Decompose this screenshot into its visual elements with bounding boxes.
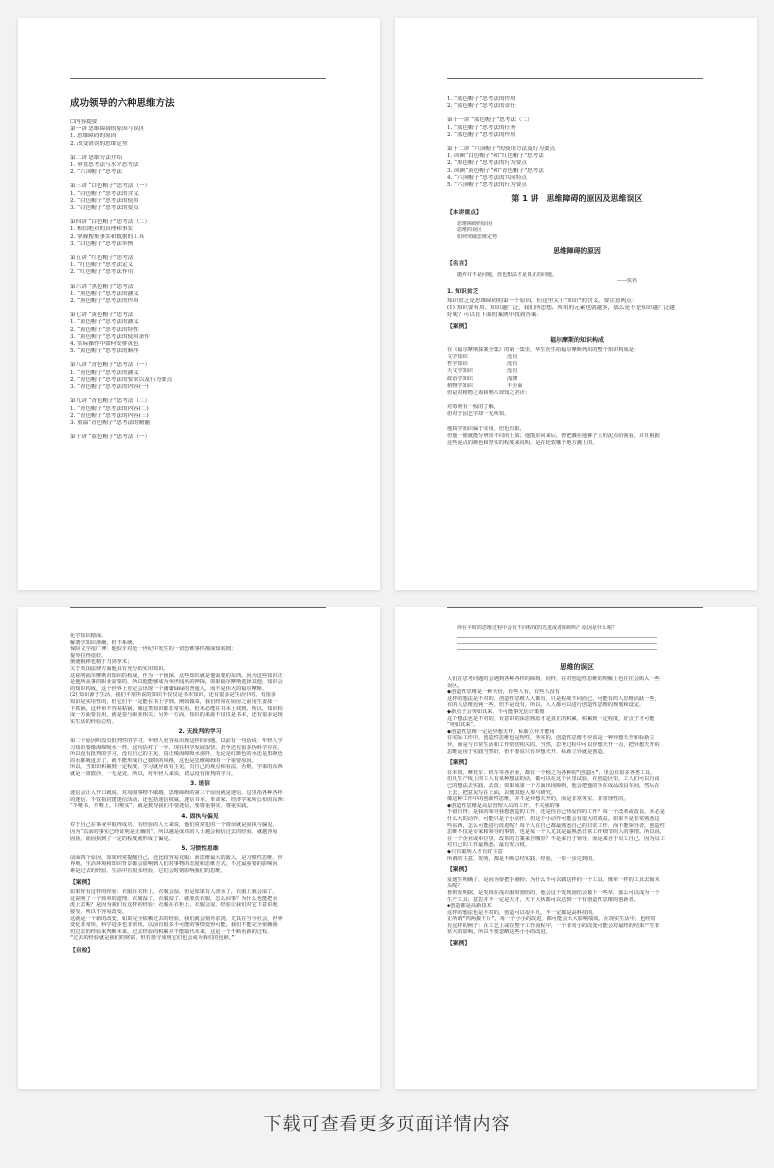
paragraph bbox=[447, 298, 707, 320]
paragraph-line: 就是一盘散沙，一无是处，所以，对年轻人来说，切忌没有批判的学习。 bbox=[70, 770, 237, 777]
toc-line: 2. “黑色帽子”思考法的行为要点 bbox=[447, 160, 527, 167]
paragraph bbox=[70, 673, 330, 726]
toc-line: 2. “蓝色帽子”思考法的责任 bbox=[447, 103, 516, 110]
page-2-content bbox=[447, 96, 707, 447]
paragraph-line: 这说明福尔摩斯对知识的构成，作为一个侦探，这些知识就是他需要的东西。因为这些知识正 bbox=[70, 672, 283, 679]
toc-line: 2. “黑色帽子”思考法的作用 bbox=[70, 298, 139, 305]
paragraph-line: 习知识要像海绵吸水一样，这句话对了一半，现在科学发展很快，甚至还有很多伪科学存在。 bbox=[70, 744, 283, 751]
case-line: “过去的经验就是我们的财富，但若墨守成规它们也会成为我们的包袱。” bbox=[70, 935, 235, 942]
case-line: 像这种工作中的创新性思维，并不是异想天开的，而是非常务实、非常理性的。 bbox=[447, 796, 629, 803]
case-lines bbox=[447, 770, 707, 803]
toc-line: 第三讲 “白色帽子”思考法（一） bbox=[70, 183, 151, 190]
toc-line: 第十讲 “蓝色帽子”思考法（一） bbox=[70, 434, 151, 441]
case-line: 但凡生产线上的工人有某种想法的话，都可以在这个区里试验，在创造区里，工人们可以自由 bbox=[447, 776, 660, 783]
toc-line bbox=[70, 176, 330, 183]
toc-line bbox=[447, 110, 707, 117]
paragraph-line: 好呢？可以在下面的案例中找到答案： bbox=[447, 312, 543, 319]
case-line: 如果你有这样的经验：衣服在衣柜上，衣服会湿，但是如果有人浇水了，衣服上就会湿了， bbox=[70, 889, 278, 896]
toc-line: 2. “青色帽子”思考法的内容(三) bbox=[70, 412, 149, 419]
toc-line: 第九讲 “青色帽子”思考法（二） bbox=[70, 398, 151, 405]
paragraph-line: 思维运用于实践当然好，但不要说只有异想天开、标新立异就是创造。 bbox=[447, 748, 608, 755]
paragraph-line: (1) 知识要有用。知识越广泛，我们所思想、所用的元素也就越多，那么是不是知识越广泛越 bbox=[447, 304, 675, 311]
toc-line bbox=[70, 391, 330, 398]
header-rule bbox=[70, 78, 326, 79]
case-lines bbox=[447, 877, 707, 936]
case-after: 但是对植物之毒和鸦片却知之甚详； bbox=[447, 389, 531, 396]
case-title: 福尔摩斯的知识构成 bbox=[549, 336, 604, 344]
toc-line: 1. 相信绝对的真理和事实 bbox=[70, 226, 134, 233]
answer-line bbox=[457, 649, 657, 650]
toc-line: 第六讲 “黑色帽子”思考法 bbox=[70, 283, 134, 290]
toc-line bbox=[447, 139, 707, 146]
toc-line: 2. “青色帽子”思考法的要求以及行为要点 bbox=[70, 376, 173, 383]
table-cell: 浅薄 bbox=[507, 375, 518, 382]
table-row bbox=[447, 383, 707, 390]
key-point: 思维的误区 bbox=[457, 227, 483, 234]
paragraph-line: 有的人思维迟钝一些，但不是没有。所以，人人都可以进行创造性思维的规划和设定。 bbox=[447, 702, 645, 709]
paragraph-line: 这样的想法是不对的，创造性思维人人都有，只是程度不同而已，可能有的人思维活跃一些， bbox=[447, 695, 660, 702]
document-page-4 bbox=[395, 607, 757, 1089]
table-cell: 没有 bbox=[507, 361, 518, 368]
case-line: 已的想法去实践，去改；如果成果一个方面出现障碍，他会把他的手在成品改良车间，然后在 bbox=[447, 783, 660, 789]
paragraph-line: 对自己的工作最熟悉，最有发言权。 bbox=[447, 842, 531, 849]
paragraph-line: 异，而是与日常生活和工作密切相关的。当然，思考过程中可以异想天开一点，把异想天开的 bbox=[447, 742, 660, 749]
toc-line: 2. “六顶帽子”思考法 bbox=[70, 169, 122, 176]
paragraph-line: 成一方面要有用，就是要与职业相关；另外一方面，知识的来源不仅仅是书本，还有很多是现 bbox=[70, 712, 283, 719]
paragraph-line: 因为“以前的事实已经证明是正确的”，所以越是成功的人士越会相信过去的经验，就越容易 bbox=[70, 829, 278, 836]
paragraph bbox=[70, 738, 330, 778]
paragraph-line: 些东西，怎么可能进行改进呢？每个人在自己都最熟悉自己的日常工作，而不能领导者。创造性 bbox=[447, 822, 665, 829]
case-intro: 在《福尔摩斯探案全集》的第一集里，华生医生给福尔摩斯列出的整个知识构成是： bbox=[447, 346, 639, 353]
case-line: ◆创造都是高新技术 bbox=[447, 903, 492, 910]
toc-line bbox=[70, 427, 330, 434]
case-line: 有这样的例子：在工艺上或在整个工作流程中，一个非常小的改变可能会对最终的结果产生非 bbox=[447, 922, 660, 929]
section-title: 思维障碍的原因 bbox=[553, 247, 601, 256]
case-lines bbox=[70, 633, 330, 673]
paragraph-line: 下铁锅，这样鱼不容易粘锅。像这类知识都非常实用，但未必能在书本上找到。所以，知识构 bbox=[70, 705, 283, 712]
table-of-contents-continued bbox=[447, 96, 707, 189]
paragraph-line: ◆创造性思维一定是异想天开，标新立异才能用 bbox=[447, 728, 555, 735]
toc-line: 1. “蓝色帽子”思考法的作用 bbox=[447, 96, 516, 102]
toc-line: 3. “白色帽子”思考法的要点 bbox=[70, 205, 139, 212]
case-line: 提琴拉得很好。 bbox=[70, 652, 107, 659]
toc-line: 1. 垂直思考法与水平思考法 bbox=[70, 162, 139, 169]
case-line: 这样的想法也是不对的，创造可以很平凡，不一定都是高科技的。 bbox=[447, 909, 598, 916]
table-row bbox=[447, 368, 707, 375]
document-page-1 bbox=[18, 18, 380, 590]
page-3-content bbox=[70, 633, 330, 958]
knowledge-table bbox=[447, 354, 707, 390]
case-tag: 【案例】 bbox=[447, 941, 471, 948]
table-cell: 没有 bbox=[507, 353, 518, 360]
table-of-contents bbox=[70, 119, 330, 441]
case-line: 生产工具；意思并不一定是天才，天下大伙都可以达到一个有创造性思维的创新者。 bbox=[447, 896, 639, 903]
quote-text: 抛弃并不是问题，放也想法才是真正的问题。 bbox=[457, 271, 558, 278]
table-row bbox=[447, 361, 707, 368]
table-cell: 政治学知识 bbox=[447, 375, 473, 382]
case-line: 化学知识精深。 bbox=[70, 633, 107, 639]
paragraph-line: 迷信会让人开口就说，对周围事物不敏感。思维障碍的第三个原因就是迷信。这里指各种各样 bbox=[70, 790, 283, 797]
toc-line: 第一讲 思维障碍的原因与误区 bbox=[70, 126, 145, 133]
paragraph bbox=[447, 803, 707, 862]
toc-line: 2. 掌握搜集事实和数据的工具 bbox=[70, 233, 145, 240]
header-rule bbox=[70, 607, 326, 608]
toc-line bbox=[70, 212, 330, 219]
paragraph-line: 是他所从事的职业需要的，所以他能够成为举世闻名的神探。如果福尔摩斯选择其他，知识会 bbox=[70, 679, 283, 686]
case-line: 泼上去呢？是因为我们有这样的经验：衣服在衣柜上，衣服会湿，经验让我们对它下意识地 bbox=[70, 902, 278, 909]
paragraph bbox=[70, 855, 330, 875]
download-caption: 下载可查看更多页面详情内容 bbox=[263, 1114, 511, 1135]
paragraph-line: ◆只有聪明人才有好主意 bbox=[447, 848, 503, 855]
toc-line: 1. 回顾“白色帽子”和“红色帽子”思考法 bbox=[447, 153, 544, 160]
toc-line: 5. “六顶帽子”思考法的行为要点 bbox=[447, 182, 527, 189]
case-line: 正所谓“四两拨千斤”，每一个小小的改进，都可能会大大影响绩效。在现实生活中，也经常 bbox=[447, 916, 656, 923]
paragraph-line: 知识是实用性的，但它们不一定能在书上学到。例如做菜，我们经常在厨房之前用生姜抹一 bbox=[70, 698, 278, 705]
case-line: 这就是一个新的改变，如果完全依赖过去的经验，我们就会刻舟求剑。尤其在当今社会，世界 bbox=[70, 915, 283, 922]
paragraph-line: ◆创造性思维是高层管理人员的工作，不关我的事 bbox=[447, 802, 560, 809]
paragraph-line: 误区。 bbox=[447, 682, 463, 689]
heading-superstition: 3. 迷信 bbox=[190, 781, 210, 788]
toc-line: 第七讲 “黄色帽子”思考法 bbox=[70, 312, 134, 319]
header-rule bbox=[447, 607, 703, 608]
toc-line: 第四讲 “白色帽子”思考法（二） bbox=[70, 219, 151, 226]
heading-knowledge: 1. 知识贫乏 bbox=[447, 288, 479, 295]
paragraph-line: ◆新点子会突如其来，不可能事先估计策划 bbox=[447, 709, 545, 716]
toc-line: 3. 回顾“黄色帽子”和“青色帽子”思考法 bbox=[447, 167, 544, 174]
toc-line bbox=[70, 248, 330, 255]
paragraph-line: 这个想法也是不对的，有意识的深思熟虑才是真正的积累，积累到一定程度，好点子才可能 bbox=[447, 715, 655, 722]
case-line: 但对于园艺学却一无所知。 bbox=[447, 411, 510, 418]
toc-line: 2. “蓝色帽子”思考法的作用 bbox=[447, 131, 516, 138]
case-line: 解剖学知识准确，但不系统。 bbox=[70, 639, 138, 646]
case-tag: 【案例】 bbox=[70, 879, 94, 886]
toc-line: 3. “白色帽子”思考法举例 bbox=[70, 240, 134, 247]
answer-line bbox=[457, 637, 657, 638]
quote-author: ——佚名 bbox=[616, 278, 637, 285]
toc-line: 2. “红色帽子”思考法作用 bbox=[70, 269, 134, 276]
toc-line bbox=[70, 148, 330, 155]
table-cell: 文学知识 bbox=[447, 353, 468, 360]
toc-line: 第二讲 思维方法介绍 bbox=[70, 154, 123, 161]
paragraph-line: 知识贫乏是思维障碍的第一个原因，但这里关于“知识”的含义，要注意两点： bbox=[447, 297, 638, 304]
toc-line: 4. 实际操作中如何安排黄色 bbox=[70, 341, 139, 348]
toc-line: 1. “黑色帽子”思考法的涵义 bbox=[70, 290, 139, 297]
table-cell: 植物学知识 bbox=[447, 382, 473, 389]
heading-habit: 5. 习惯性思维 bbox=[181, 846, 219, 853]
toc-line bbox=[70, 277, 330, 284]
chapter-title: 第 1 讲 思维障碍的原因及思维误区 bbox=[511, 194, 643, 204]
self-check-question: 你在平时的思维过程中会有不同程度的先进或者阻碍吗？原因是什么呢？ bbox=[457, 625, 618, 631]
toc-line: 1. 思维障碍的原因 bbox=[70, 133, 117, 140]
paragraph-line: 第二个原因叫没有批判性的学习。年轻人更容易出现这样的问题，以前有一句话说：年轻人学 bbox=[70, 737, 283, 744]
document-title: 成功领导的六种思维方法 bbox=[70, 98, 175, 109]
toc-line: 1. “青色帽子”思考法的内容(二) bbox=[70, 405, 149, 412]
paragraph-line: 的水都吸进去了，就不能形成自己独特的风格，这也是思维障碍的一个重要原因。 bbox=[70, 757, 257, 764]
paragraph-line: 的知识构成，这个世界上肯定会出现一个庸庸碌碌的普通人，而不是伟大的福尔摩斯。 bbox=[70, 685, 268, 692]
section-title: 思维的误区 bbox=[560, 662, 594, 671]
paragraph-line: 固执，而固执到了一定的程度就形成了偏见。 bbox=[70, 835, 174, 842]
toc-line: 第五讲 “红色帽子”思考法 bbox=[70, 255, 134, 262]
toc-line: 3. “青色帽子”思考法的内容(一) bbox=[70, 384, 149, 391]
self-check-tag: 【自检】 bbox=[70, 947, 94, 954]
paragraph-line: 的迷信，不仅指封建迷信活动，还包括迷信权威、迷信书本、革命家、经济学家所公布的东西： bbox=[70, 796, 288, 803]
toc-line: 第八讲 “青色帽子”思考法（一） bbox=[70, 362, 151, 369]
case-line: 关于英国法律方面他具有充分的实用知识。 bbox=[70, 665, 169, 672]
paragraph bbox=[447, 689, 707, 755]
case-tag: 【案例】 bbox=[447, 760, 471, 767]
case-line: 地质学知识偏于实用，但也有限， bbox=[447, 425, 525, 432]
paragraph bbox=[447, 676, 707, 689]
case-line: 常大的影响。所以不要忽略这些小小的改进。 bbox=[447, 929, 551, 936]
paragraph-line: (2) 知识源于生活，我们平常所说的知识不仅仅是书本知识，还有很多是生活中的。有很多 bbox=[70, 692, 277, 699]
table-row bbox=[447, 376, 707, 383]
document-page-3 bbox=[18, 607, 380, 1089]
toc-line: 第十二讲 “六顶帽子”的使用方法及行为要点 bbox=[447, 146, 556, 153]
toc-line: 1. “黄色帽子”思考法的涵义 bbox=[70, 319, 139, 326]
toc-line: 3. “黄色帽子”思考法的使用条件 bbox=[70, 333, 150, 340]
case-line: 但他一眼就能分辨出不同的土质；他散步回来后，曾把溅在他裤子上的泥点给我看，并且根据 bbox=[447, 432, 660, 439]
case-line: 爱迪生明确了，是因为要把手剃掉；为什么不可以做这样的一个工具，像单一样的工具去锯木 bbox=[447, 876, 660, 883]
toc-line: 3. 重温“青色帽子”思考法的精髓 bbox=[70, 419, 150, 426]
paragraph-line: “突如其来”。 bbox=[447, 722, 479, 729]
paragraph bbox=[70, 790, 330, 810]
toc-line bbox=[70, 355, 330, 362]
paragraph-line: 所以，当知识积累到一定程度，学习就应该有主见，有自己的观点和看法，否则，学来的东西 bbox=[70, 764, 283, 771]
case-line: 擅使棍棒也精于刀剑拳术； bbox=[70, 659, 133, 666]
header-rule bbox=[447, 78, 703, 79]
case-lines bbox=[447, 426, 707, 448]
toc-line: 2. 改变错误的思维定势 bbox=[70, 140, 128, 147]
paragraph-line: “不唯书，不唯上，只唯实”，就是教导我们不要迷信，要尊重事实、尊重实践。 bbox=[70, 803, 252, 810]
case-line: 接受，所以不容易改变。 bbox=[70, 908, 128, 915]
key-point: 思维障碍的原因 bbox=[457, 220, 493, 227]
paragraph-line: 什么大的动作，可能只是个小动作，但这个小动作可能会有很大的效益。如果不是非常熟悉这 bbox=[447, 815, 660, 822]
paragraph-line: 在一个企业或单位里，改革的方案来自哪里？不是来自于领导，而是来自于员工自己，因为员工 bbox=[447, 835, 665, 842]
paragraph-line: 对于自己在事业中取得成功，有经验的人士来说，他们常常犯的一个错误就是固执与偏见。 bbox=[70, 822, 278, 829]
case-line: 变化非常快，科学进步也非常快，以前有很多不可能的事情变得可能。我们不能完全依赖我 bbox=[70, 922, 278, 929]
paragraph-line: 素是过去的经验。生活中有很多经验，它们会时刻影响我们的思维。 bbox=[70, 868, 226, 874]
case-line: 上去，把意见写在上面，以便其他人参与研究。 bbox=[447, 789, 556, 796]
table-cell: 不全面 bbox=[507, 382, 523, 389]
toc-line: 2. “黄色帽子”思考法的特性 bbox=[70, 326, 139, 333]
paragraph bbox=[70, 822, 330, 842]
case-tag: 【案例】 bbox=[447, 867, 471, 874]
case-line: 头呢？ bbox=[447, 883, 463, 890]
paragraph-line: 在实际工作中，创造性思维也是理性，务实的，创造性思维不应该是一种异想天开和标新立 bbox=[447, 735, 655, 742]
key-point: 如何突破思维定势 bbox=[457, 233, 498, 240]
case-line: 鲁班发明锯，是发现在浅衣服时割伤的，他会这个发现刮伤会拨下一些草，那么可以成为一个 bbox=[447, 889, 660, 896]
toc-line: 1. “红色帽子”思考法定义 bbox=[70, 262, 134, 269]
page-1-content bbox=[70, 98, 330, 441]
paragraph-line: 界观、生活环境和知识背景都会影响到人们对事物的态度和思维方式，不过最重要的影响因 bbox=[70, 861, 278, 868]
toc-line: 4. “六顶帽子”思考法的共同特点 bbox=[447, 174, 527, 181]
case-line: 惊险文学很广博：他似乎对近一世纪中发生的一切恐怖事件都深知底细； bbox=[70, 646, 237, 653]
document-page-2 bbox=[395, 18, 757, 590]
table-cell: 天文学知识 bbox=[447, 368, 473, 375]
toc-line: ☐内容提要 bbox=[70, 119, 98, 125]
case-line: 们过去的经验来判断未来。过去经验的积累并不能取代未来，这是一个不断更新的过程， bbox=[70, 928, 273, 935]
key-points-tag: 【本讲重点】 bbox=[447, 210, 482, 217]
heading-uncritical: 2. 无批判的学习 bbox=[178, 729, 222, 736]
paragraph-line: 人们在思考问题时会遇到各种各样的障碍，同样，在对创造性思维的理解上也往往会陷入一些 bbox=[447, 676, 660, 683]
paragraph-line: ◆创造性思维是一种天份，有些人有，有些人没有 bbox=[447, 689, 560, 696]
case-line: 在本田，摩托车、机车等各企业，都有一个称之为各种的“创造区”，里边有很多各类工具， bbox=[447, 769, 656, 776]
case-line: 对毒剂有一般的了解， bbox=[447, 404, 499, 411]
key-points-list bbox=[447, 221, 707, 241]
paragraph-line: 前面四个原因，如果经常提醒自己，还比较容易克服；而思维最大的敌人，是习惯性思维，世 bbox=[70, 854, 283, 861]
table-cell: 哲学知识 bbox=[447, 361, 468, 368]
case-line: 这说明了一个简单的道理，衣服湿了，衣服湿了，就要洗衣服，怎么回事？为什么也能把水 bbox=[70, 895, 278, 902]
toc-line: 5. “黄色帽子”思考法的顺序 bbox=[70, 348, 139, 355]
toc-line: 第十一讲 “蓝色帽子”思考法（二） bbox=[447, 117, 533, 124]
case-lines bbox=[447, 404, 707, 418]
paragraph-line: 所以没有批判的学习，没有自己的主见，真正像海绵吸水那样，无论是红颜色的水还是黑颜色 bbox=[70, 751, 283, 758]
case-line: 这些泥点的颜色和坚实的程度来说明，是在伦敦哪个地方溅上的。 bbox=[447, 440, 598, 446]
table-row bbox=[447, 354, 707, 361]
paragraph-line: 实生活的经验总结。 bbox=[70, 718, 117, 725]
paragraph-line: 不错自得；是我的领导我想创造的工作，还是你自己热爱你的工作？每一个改革或改良，未必是 bbox=[447, 809, 665, 816]
toc-line: 1. “白色帽子”思考法的含义 bbox=[70, 190, 139, 197]
toc-line bbox=[70, 305, 330, 312]
page-4-content bbox=[447, 625, 707, 951]
toc-line: 2. “白色帽子”思考法的使用 bbox=[70, 197, 139, 204]
answer-line bbox=[457, 643, 657, 644]
paragraph-line: 思维不仅是专家和领导的事情，也是每一个人尤其是最熟悉日常工作细节的人的事情。所以说， bbox=[447, 829, 665, 836]
heading-stubbornness: 4. 固执与偏见 bbox=[181, 813, 219, 820]
case-tag: 【案例】 bbox=[447, 324, 471, 331]
toc-line: 1. “蓝色帽子”思考法的任务 bbox=[447, 124, 516, 131]
toc-line: 1. “青色帽子”思考法的涵义 bbox=[70, 369, 139, 376]
paragraph-line: 所谓的主意，发明，都是不断总结实践，经验，一步一步达到的。 bbox=[447, 855, 598, 862]
quote-tag: 【名言】 bbox=[447, 261, 471, 268]
table-cell: 没有 bbox=[507, 368, 518, 375]
case-lines bbox=[70, 889, 330, 942]
